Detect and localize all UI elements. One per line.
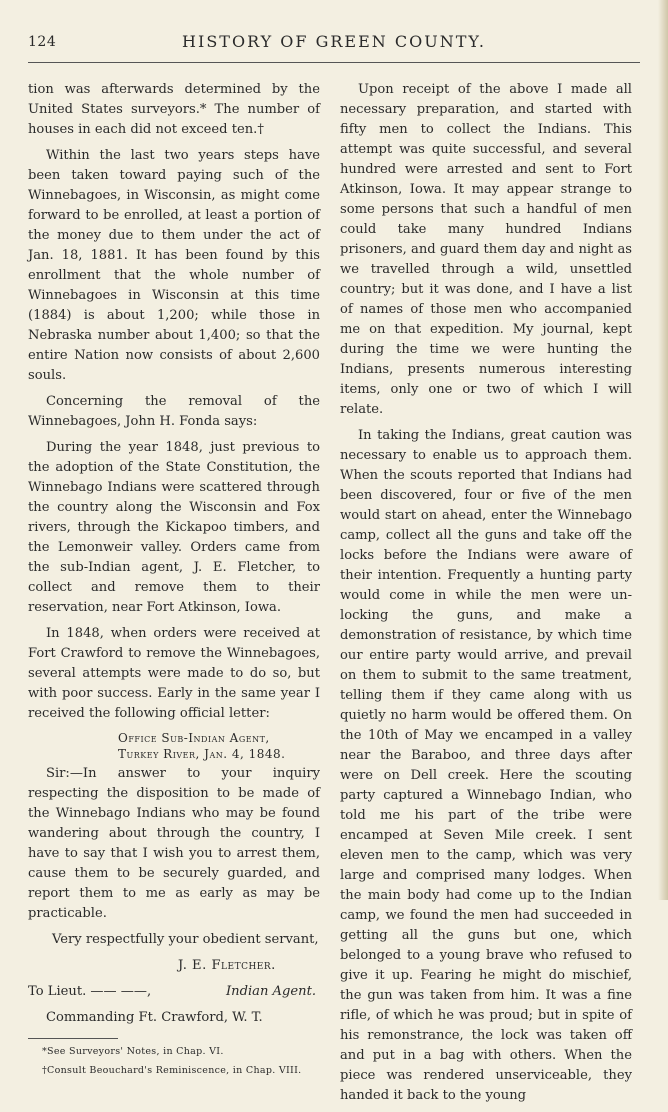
letter-signature: J. E. Fletcher. [178, 958, 276, 973]
page-number: 124 [28, 34, 57, 50]
letter-recipient: Commanding Ft. Crawford, W. T. [46, 1010, 263, 1025]
letter-heading [28, 730, 320, 762]
letter-head-line: Turkey River, Jan. 4, 1848. [118, 747, 286, 761]
left-column [28, 80, 320, 1083]
letter-closing: Very respectfully your obedient servant, [52, 932, 319, 947]
paragraph: In taking the Indians, great caution was necessary to enable us to approach them. When the scouts reported that Indians had been discovered, four or five of the men would start on ahead, enter the Winnebago camp, collect all the guns and take off the locks before the Indians were aware of their intention. Frequently a hunting party would come in while the men were un-locking the guns, and make a demonstration of resistance, by which time our entire party would arrive, and prevail on them to submit to the same treatment, telling them if they came along with us quietly no harm would be offered them. On the 10th of May we encamped in a valley near the Baraboo, and three days after were on Dell creek. Here the scouting party captured a Winnebago Indian, who told me his part of the tribe were encamped at Seven Mile creek. I sent eleven men to the camp, which was very large and comprised many lodges. When the main body had come up to the Indian camp, we found the men had succeeded in getting all the guns but one, which belonged to a young brave who refused to give it up. Fearing he might do mischief, the gun was taken from him. It was a fine rifle, of which he was proud; but in spite of his remonstrance, the lock was taken off and put in a bag with others. When the piece was rendered unserviceable, they handed it back to the young [340, 428, 632, 1103]
letter-head-line: Office Sub-Indian Agent, [118, 731, 270, 745]
paragraph: Upon receipt of the above I made all necessary preparation, and started with fifty men to collect the Indians. This attempt was quite successful, and several hundred were arrested and sent to Fort Atkinson, Iowa. It may appear strange to some persons that such a handful of men could take many hundred Indians prisoners, and guard them day and night as we travelled through a wild, unsettled country; but it was done, and I have a list of names of those men who accompanied me on that expedition. My journal, kept during the time we were hunting the Indians, presents numerous interesting items, only one or two of which I will relate. [340, 82, 632, 417]
signer-title: Indian Agent. [225, 984, 316, 999]
letter-body: Sir:—In answer to your inquiry respecting the disposition to be made of the Winnebago Indians who may be found wandering about through the country, I have to say that I wish you to arrest them, cause them to be securely guarded, and report them to me as early as may be practicable. [28, 766, 320, 921]
paragraph: During the year 1848, just previous to the adoption of the State Constitution, the Winnebago Indians were scattered through the country along the Wisconsin and Fox rivers, through the Kickapoo timbers, and the Lemonweir valley. Orders came from the sub-Indian agent, J. E. Fletcher, to collect and remove them to their reservation, near Fort Atkinson, Iowa. [28, 440, 320, 615]
paragraph: In 1848, when orders were received at Fort Crawford to remove the Winnebagoes, several attempts were made to do so, but with poor success. Early in the same year I received the following official letter: [28, 626, 320, 721]
right-column [340, 80, 632, 1112]
page-edge-shadow [658, 0, 668, 900]
header-rule [28, 62, 640, 63]
footnote-rule [28, 1038, 118, 1039]
column-gutter [326, 80, 327, 890]
to-line: To Lieut. —— ——, [28, 984, 152, 999]
paragraph: Within the last two years steps have been taken toward paying such of the Winnebagoes, in Wisconsin, as might come forward to be enrolled, at least a portion of the money due to them under the act of Jan. 18, 1881. It has been found by this enrollment that the whole number of Winnebagoes in Wisconsin at this time (1884) is about 1,200; while those in Nebraska number about 1,400; so that the entire Nation now consists of about 2,600 souls. [28, 148, 320, 383]
paragraph: Concerning the removal of the Winnebagoes, John H. Fonda says: [28, 394, 320, 429]
letter-address [28, 982, 320, 1002]
footnote: *See Surveyors' Notes, in Chap. VI. [42, 1046, 224, 1057]
running-head: HISTORY OF GREEN COUNTY. [182, 32, 486, 51]
footnote: †Consult Beouchard's Reminiscence, in Chap. VIII. [42, 1065, 302, 1076]
paragraph: tion was afterwards determined by the United States surveyors.* The number of houses in each did not exceed ten.† [28, 82, 320, 137]
page-header [28, 32, 640, 56]
